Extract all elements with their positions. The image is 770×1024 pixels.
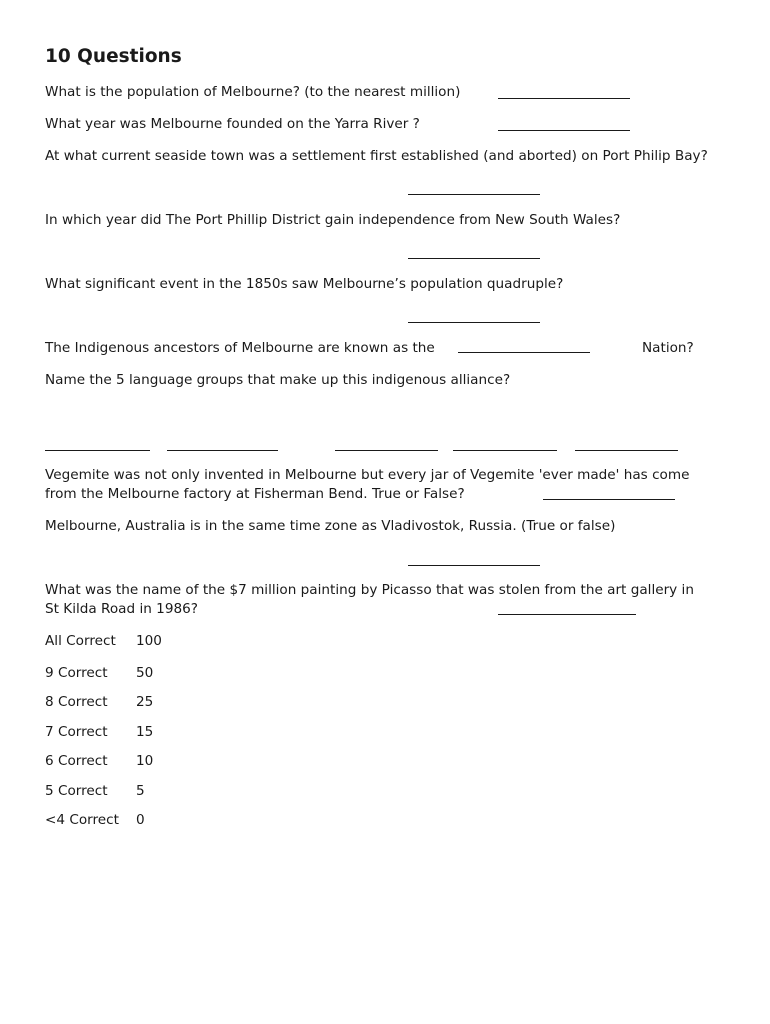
score-value: 0	[136, 812, 145, 828]
answer-blank-4[interactable]	[408, 258, 540, 259]
score-label: 5 Correct	[45, 783, 108, 799]
score-value: 25	[136, 694, 154, 710]
question-10-text-line-1: What was the name of the $7 million painting by Picasso that was stolen from the art gallery in	[45, 582, 694, 598]
answer-blank-10[interactable]	[498, 614, 636, 615]
score-label: 8 Correct	[45, 694, 108, 710]
score-value: 100	[136, 633, 162, 649]
answer-blank-2[interactable]	[498, 130, 630, 131]
answer-blank-7b[interactable]	[167, 450, 278, 451]
answer-blank-7a[interactable]	[45, 450, 150, 451]
score-value: 15	[136, 724, 154, 740]
score-label: All Correct	[45, 633, 116, 649]
question-5-text: What significant event in the 1850s saw Melbourne’s population quadruple?	[45, 276, 564, 292]
question-3-text: At what current seaside town was a settlement first established (and aborted) on Port Philip Bay?	[45, 148, 708, 164]
answer-blank-3[interactable]	[408, 194, 540, 195]
answer-blank-7e[interactable]	[575, 450, 678, 451]
score-label: 7 Correct	[45, 724, 108, 740]
answer-blank-8[interactable]	[543, 499, 675, 500]
answer-blank-5[interactable]	[408, 322, 540, 323]
question-8-text-line-2: from the Melbourne factory at Fisherman Bend. True or False?	[45, 486, 465, 502]
page-title: 10 Questions	[45, 46, 182, 67]
answer-blank-1[interactable]	[498, 98, 630, 99]
question-10-text-line-2: St Kilda Road in 1986?	[45, 601, 198, 617]
question-9-text: Melbourne, Australia is in the same time zone as Vladivostok, Russia. (True or false)	[45, 518, 616, 534]
answer-blank-7d[interactable]	[453, 450, 557, 451]
question-6-text: The Indigenous ancestors of Melbourne are known as the	[45, 340, 435, 356]
score-value: 10	[136, 753, 154, 769]
question-4-text: In which year did The Port Phillip District gain independence from New South Wales?	[45, 212, 621, 228]
answer-blank-6[interactable]	[458, 352, 590, 353]
score-value: 50	[136, 665, 154, 681]
question-7-text: Name the 5 language groups that make up this indigenous alliance?	[45, 372, 511, 388]
score-label: 9 Correct	[45, 665, 108, 681]
question-1-text: What is the population of Melbourne? (to the nearest million)	[45, 84, 461, 100]
score-label: <4 Correct	[45, 812, 119, 828]
question-8-text-line-1: Vegemite was not only invented in Melbourne but every jar of Vegemite 'ever made' has come	[45, 467, 690, 483]
answer-blank-7c[interactable]	[335, 450, 438, 451]
question-2-text: What year was Melbourne founded on the Yarra River ?	[45, 116, 420, 132]
score-value: 5	[136, 783, 145, 799]
answer-blank-9[interactable]	[408, 565, 540, 566]
score-label: 6 Correct	[45, 753, 108, 769]
question-6-suffix: Nation?	[642, 340, 694, 356]
